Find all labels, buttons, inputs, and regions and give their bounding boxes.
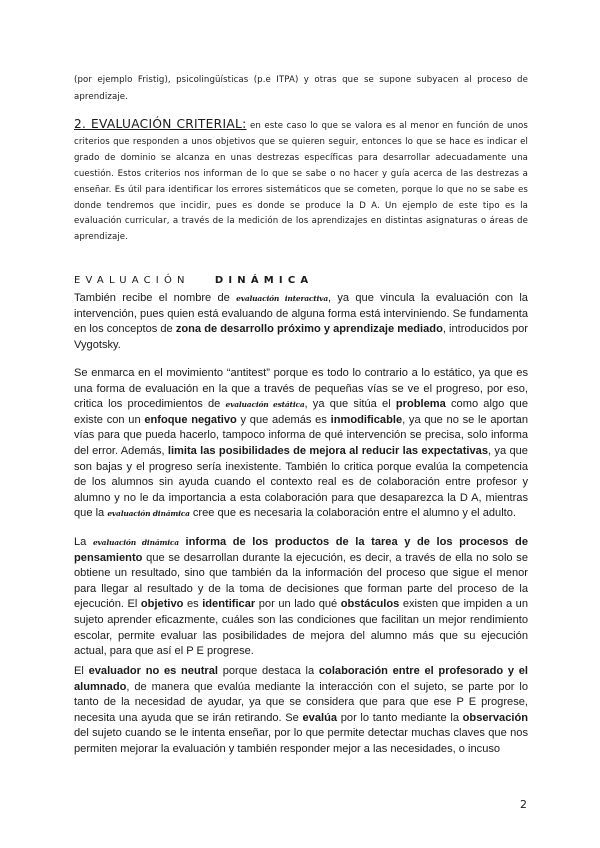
handwritten-term: evaluación dinámica	[107, 509, 190, 519]
text-run: y que además es	[236, 413, 331, 426]
text-run: existen que impiden a un sujeto aprender eficazmente, cuáles son las condiciones que facilitan un mejor rendimiento escolar, permite evaluar las posibilidades de mejora del alumno más que su ejecución actual, para que así el P E progrese.	[74, 598, 528, 658]
text-run: que se desarrollan durante la ejecución, es decir, a través de ella no solo se obtiene un resultado, sino que también da la información del proceso que sigue el menor para llegar al resultado y de la toma de decisiones que forman parte del proceso de la ejecución. El	[74, 551, 528, 611]
text-run: , ya que sitúa el	[304, 398, 396, 411]
bold-term: limita las posibilidades de mejora al reducir las expectativas	[167, 444, 488, 457]
handwritten-term: evaluación estática	[225, 400, 305, 410]
text-run: como algo que existe con un	[74, 398, 528, 426]
paragraph-evaluacion-interactiva	[74, 291, 528, 353]
text-run: Se enmarca en el movimiento “antitest” porque es todo lo contrario a lo estático, ya que es una forma de evaluación en la que a través de pequeñas vías se ve el progreso, por eso, critica los procedimientos de	[74, 367, 528, 411]
text-run: El	[74, 665, 89, 677]
bold-term: identificar	[202, 598, 256, 611]
text-run: , ya que son bajas y el progreso sería inexistente. También lo critica porque evalúa la competencia de los alumnos sin ayuda cuando el contexto real es de colaboración entre profesor y alumno y no le da importancia a esta colaboración para que desaparezca la D A, mientras que la	[74, 444, 528, 520]
text-run: por lo tanto mediante la	[337, 711, 463, 724]
paragraph-evaluacion-criterial	[74, 117, 528, 246]
text-run: (por ejemplo Fristig), psicolingüísticas (p.e ITPA) y otras que se supone subyacen al proceso de aprendizaje.	[74, 75, 528, 102]
bold-term: enfoque negativo	[144, 413, 237, 426]
text-run: , ya que vincula la evaluación con la intervención, pues quien está evaluando de alguna forma está interviniendo. Se fundamenta en los conceptos de	[74, 292, 528, 336]
paragraph-evaluador	[74, 664, 528, 758]
paragraph-antitest	[74, 366, 528, 522]
bold-term: informa de los productos de la tarea y de los procesos de pensamiento	[74, 536, 529, 564]
bold-term: observación	[462, 711, 529, 724]
bold-term: zona de desarrollo próximo y aprendizaje mediado	[175, 323, 443, 336]
paragraph-informa-productos	[74, 535, 528, 660]
page-number: 2	[520, 798, 527, 811]
text-run: , ya que no se le aportan vías para que pueda hacerlo, tampoco informa de qué intervención se precisa, solo informa del error. Además,	[74, 413, 529, 457]
text-run: , de manera que evalúa mediante la interacción con el sujeto, se parte por lo tanto de la necesidad de ayudar, ya que se considera que para que ese P E progrese, necesita una ayuda que se irán retirando. Se	[74, 680, 528, 724]
bold-term: problema	[395, 398, 446, 411]
text-run: porque destaca la	[218, 665, 319, 677]
text-run: por un lado qué	[255, 598, 341, 611]
paragraph-intro-continuation	[74, 72, 528, 105]
bold-term: objetivo	[140, 598, 184, 611]
text-run: es	[183, 598, 203, 611]
bold-term: evaluador no es neutral	[88, 665, 218, 677]
section-heading-dinamica	[74, 275, 313, 286]
heading-word: EVALUACIÓN	[74, 275, 190, 286]
bold-term: evalúa	[302, 711, 338, 724]
heading-word: DINÁMICA	[214, 275, 314, 286]
text-run	[179, 536, 186, 548]
section-heading-criterial: 2. EVALUACIÓN CRITERIAL:	[74, 117, 247, 131]
handwritten-term: evaluación interactiva	[236, 294, 328, 303]
bold-term: colaboración entre el profesorado y el alumnado	[74, 665, 528, 693]
text-run: También recibe el nombre de	[74, 292, 237, 304]
text-run: La	[74, 536, 93, 548]
text-run: del sujeto cuando se le intenta enseñar, por lo que permite detectar muchas claves que nos permiten mejorar la evaluación y también responder mejor a las necesidades, o incuso	[74, 727, 528, 755]
bold-term: obstáculos	[340, 598, 400, 611]
text-run: , introducidos por Vygotsky.	[74, 323, 528, 351]
bold-term: inmodificable	[330, 413, 403, 426]
handwritten-term: evaluación dinámica	[92, 538, 179, 547]
text-run: en este caso lo que se valora es al menor en función de unos criterios que responden a unos objetivos que se quieren seguir, entonces lo que se hace es indicar el grado de dominio se alcanza en unas destrezas específicas para desarrollar adecuadamente una cuestión. Estos criterios nos informan de lo que se sabe o no hacer y guía acerca de las destrezas a enseñar. Es útil para identificar los errores sistemáticos que se cometen, porque lo que no se sabe es donde tendremos que incidir, pues es donde se produce la D A. Un ejemplo de este tipo es la evaluación curricular, a través de la medición de los aprendizajes en distintas asignaturas o áreas de aprendizaje.	[74, 121, 528, 243]
text-run: cree que es necesaria la colaboración entre el alumno y el adulto.	[189, 507, 516, 520]
